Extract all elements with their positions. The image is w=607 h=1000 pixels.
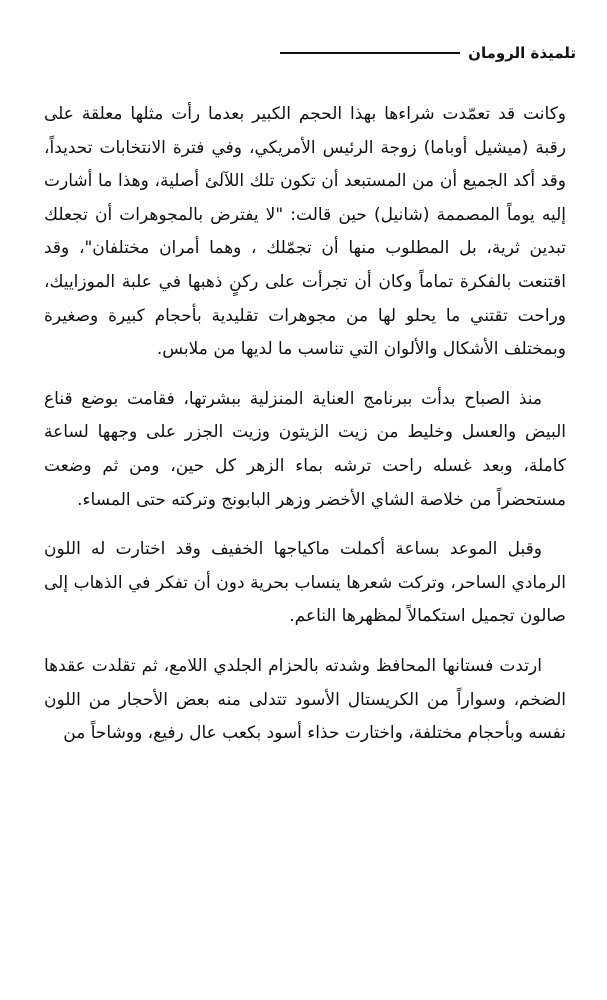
body-text (44, 98, 566, 767)
header-rule (280, 52, 460, 54)
paragraph: منذ الصباح بدأت ببرنامج العناية المنزلية ببشرتها، فقامت بوضع قناع البيض والعسل وخليط من زيت الزيتون وزيت الجزر على وجهها لساعة كاملة، وبعد غسله راحت ترشه بماء الزهر كل حين، ومن ثم وضعت مستحضراً من خلاصة الشاي الأخضر وزهر البابونج وتركته حتى المساء. (44, 388, 566, 510)
paragraph: وكانت قد تعمّدت شراءها بهذا الحجم الكبير بعدما رأت مثلها معلقة على رقبة (ميشيل أوباما) زوجة الرئيس الأمريكي، وفي فترة الانتخابات تحديداً، وقد أكد الجميع أن من المستبعد أن تكون تلك اللآلئ أصلية، وهذا ما أشارت إليه يوماً المصممة (شانيل) حين قالت: "لا يفترض بالمجوهرات أن تجعلك تبدين ثرية، بل المطلوب منها أن تجمّلك ، وهما أمران مختلفان"، وقد اقتنعت بالفكرة تماماً وكان أن تجرأت على ركنٍ ذهبها في علبة الموزاييك، وراحت تقتني ما يحلو لها من مجوهرات تقليدية بأحجام كبيرة وصغيرة وبمختلف الأشكال والألوان التي تناسب ما لديها من ملابس. (44, 104, 566, 360)
paragraph: وقبل الموعد بساعة أكملت ماكياجها الخفيف وقد اختارت له اللون الرمادي الساحر، وتركت شعرها ينساب بحرية دون أن تفكر في الذهاب إلى صالون تجميل استكمالاً لمظهرها الناعم. (44, 539, 566, 627)
paragraph: ارتدت فستانها المحافظ وشدته بالحزام الجلدي اللامع، ثم تقلدت عقدها الضخم، وسواراً من الكريستال الأسود تتدلى منه بعض الأحجار من اللون نفسه وبأحجام مختلفة، واختارت حذاء أسود بكعب عال رفيع، ووشاحاً من (44, 655, 566, 744)
running-header (56, 36, 576, 70)
running-title: تلميذة الرومان (468, 44, 576, 62)
